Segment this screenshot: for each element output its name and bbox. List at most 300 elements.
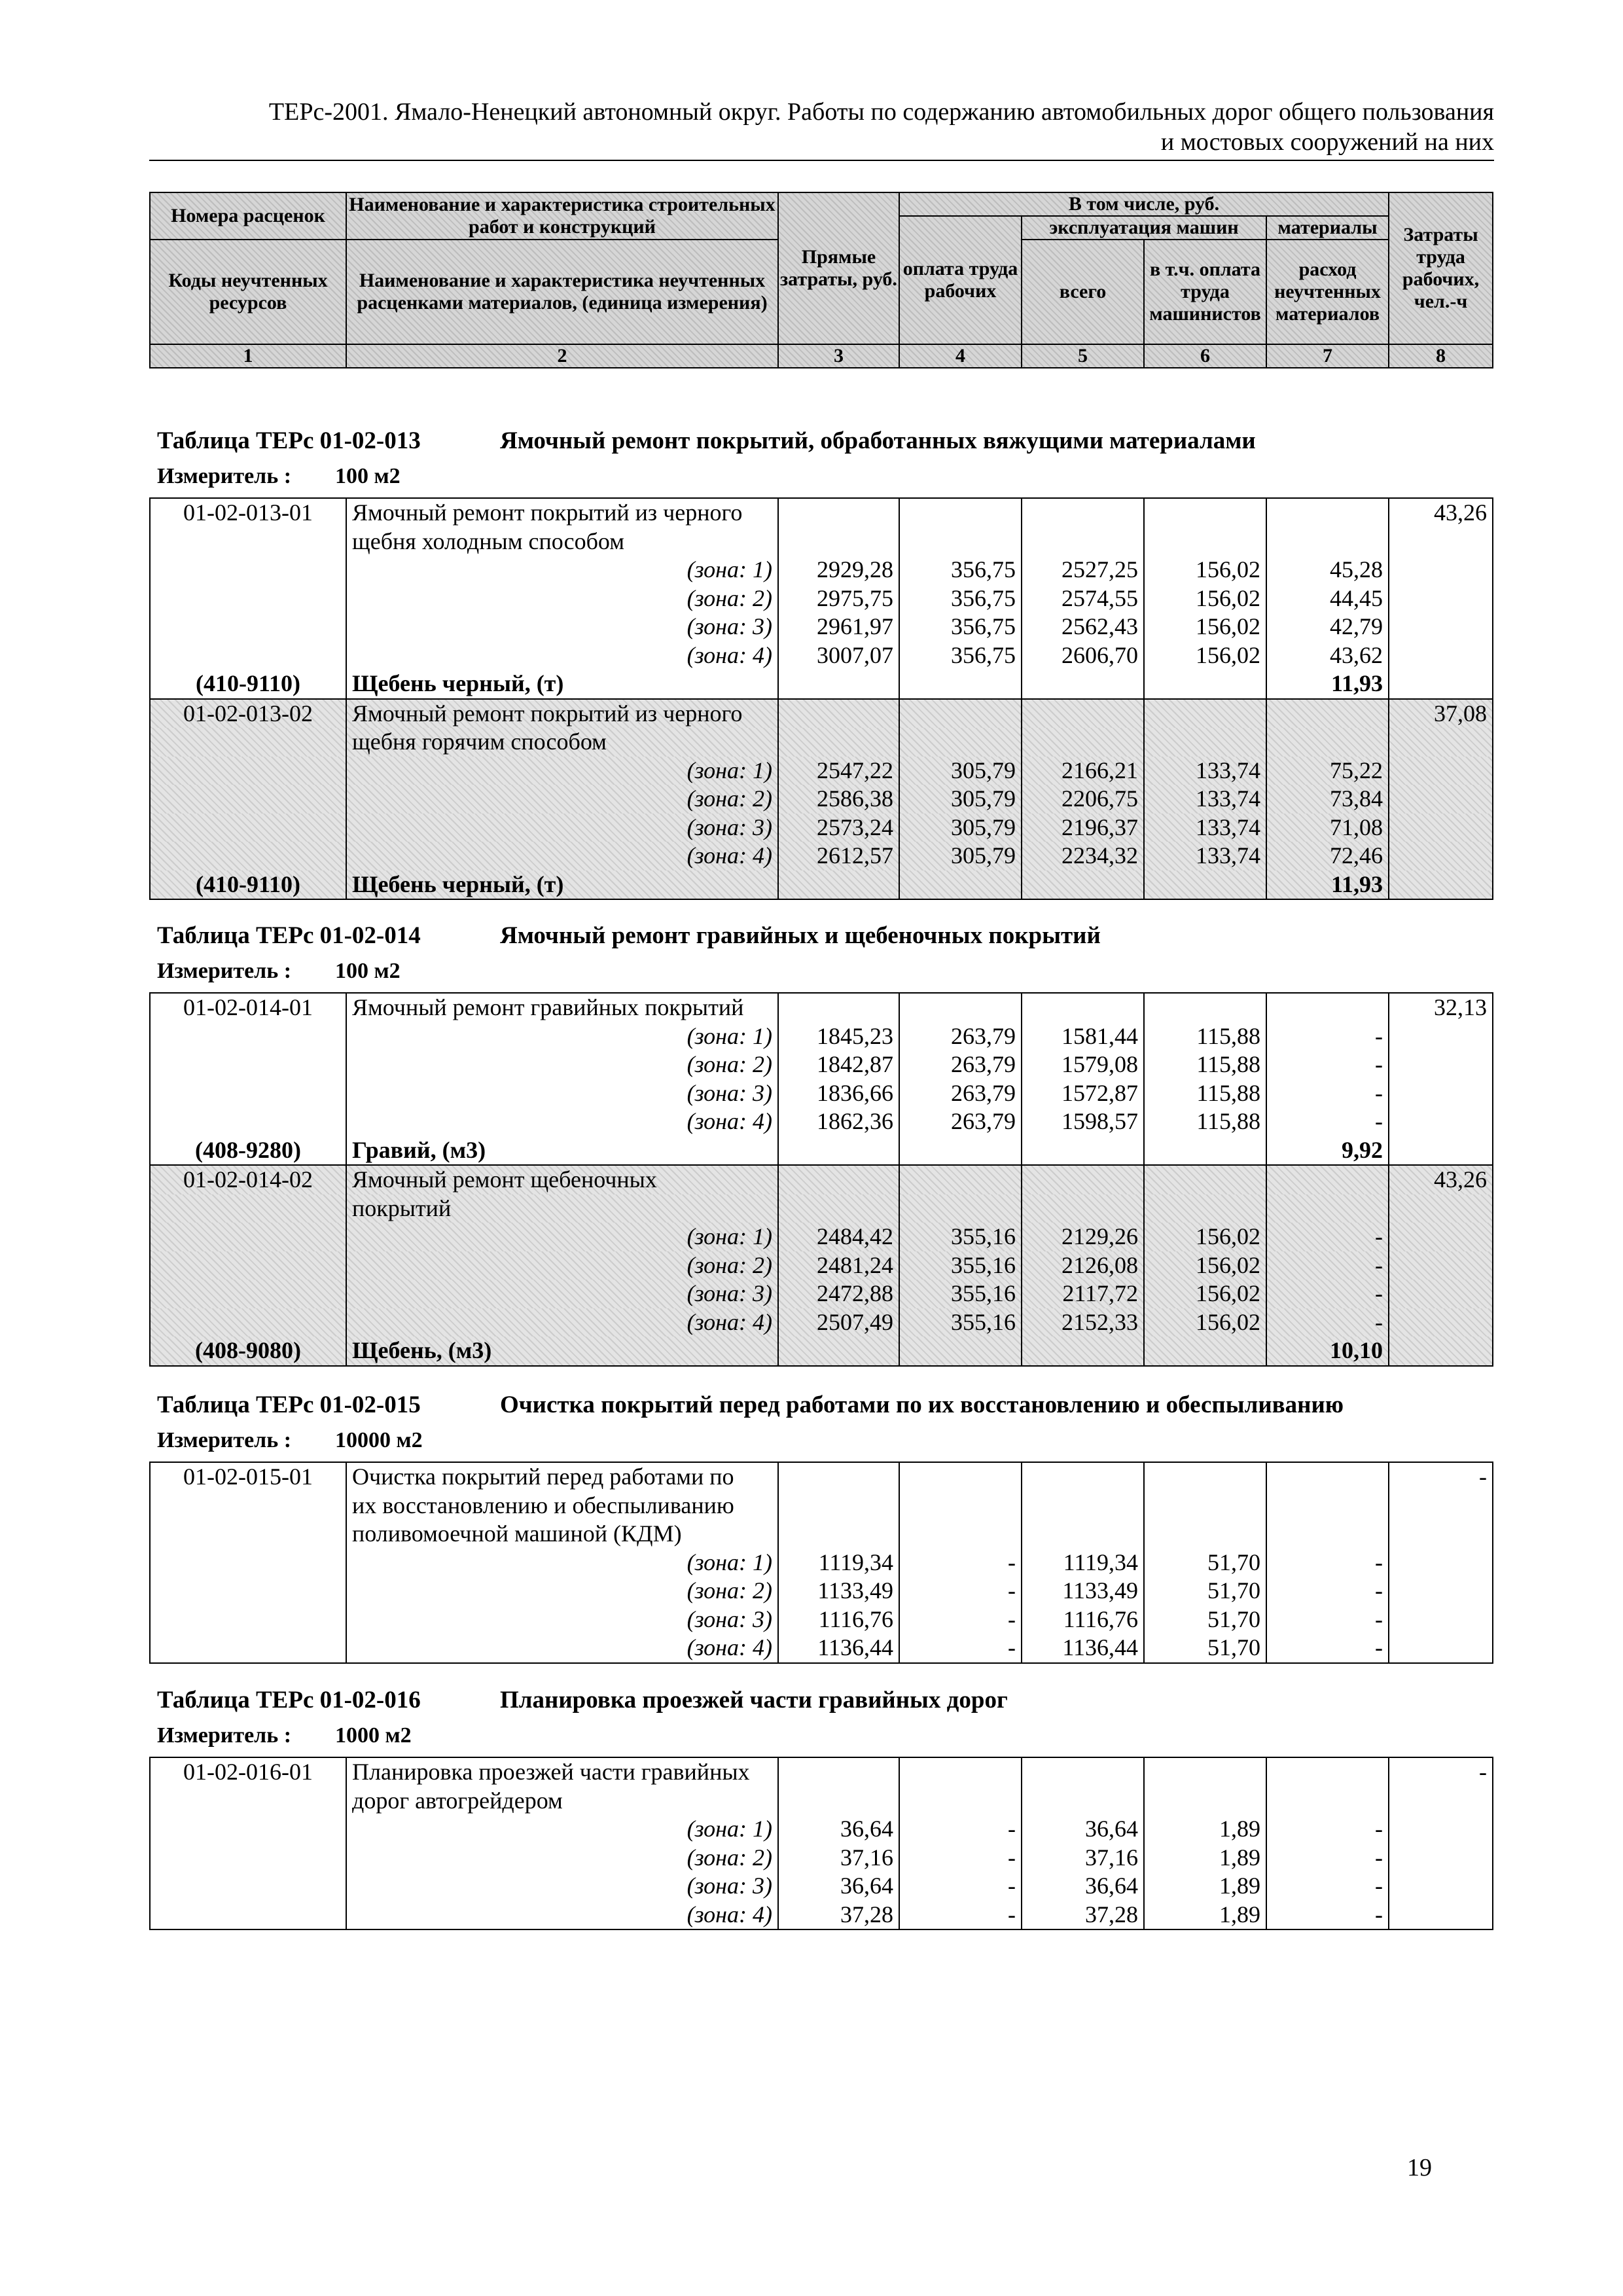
worker-pay-cell: 355,16 <box>899 1308 1022 1337</box>
worker-pay-cell: - <box>899 1901 1022 1930</box>
machine-total-cell <box>1022 699 1144 728</box>
worker-pay-cell: - <box>899 1549 1022 1577</box>
worker-pay-cell: 263,79 <box>899 1050 1022 1079</box>
description-cell: (зона: 4) <box>346 842 778 870</box>
code-cell <box>150 1194 346 1223</box>
machinist-pay-cell: 133,74 <box>1144 785 1266 814</box>
table-row <box>150 1251 1493 1280</box>
table-title: Ямочный ремонт покрытий, обработанных вяжущими материалами <box>500 427 1256 454</box>
table-row <box>150 1050 1493 1079</box>
code-cell <box>150 1050 346 1079</box>
description-cell: (зона: 4) <box>346 1107 778 1136</box>
labor-cell <box>1389 556 1493 584</box>
description-cell: (зона: 3) <box>346 1280 778 1308</box>
machinist-pay-cell: 51,70 <box>1144 1605 1266 1634</box>
table-row <box>150 613 1493 641</box>
description-cell: Щебень черный, (т) <box>346 670 778 699</box>
description-cell: Ямочный ремонт гравийных покрытий <box>346 993 778 1022</box>
labor-cell <box>1389 814 1493 842</box>
labor-cell <box>1389 1308 1493 1337</box>
table-row <box>150 1757 1493 1787</box>
worker-pay-cell <box>899 699 1022 728</box>
machinist-pay-cell: 133,74 <box>1144 814 1266 842</box>
direct-cost-cell <box>778 1165 899 1194</box>
direct-cost-cell: 1119,34 <box>778 1549 899 1577</box>
code-cell <box>150 1577 346 1605</box>
material-cell: 10,10 <box>1266 1336 1389 1366</box>
worker-pay-cell: 356,75 <box>899 584 1022 613</box>
col2-bottom-header: Наименование и характеристика неучтенных расценками материалов, (единица измерения) <box>346 240 778 344</box>
code-cell <box>150 584 346 613</box>
code-cell <box>150 1787 346 1816</box>
machinist-pay-cell: 1,89 <box>1144 1844 1266 1873</box>
code-cell: 01-02-013-01 <box>150 498 346 528</box>
material-cell: - <box>1266 1844 1389 1873</box>
included-header: В том числе, руб. <box>899 192 1389 216</box>
material-cell <box>1266 1165 1389 1194</box>
material-cell: - <box>1266 1223 1389 1251</box>
measure-line <box>157 463 401 490</box>
worker-pay-cell: 355,16 <box>899 1223 1022 1251</box>
material-cell <box>1266 699 1389 728</box>
code-cell <box>150 528 346 556</box>
worker-pay-cell: 305,79 <box>899 814 1022 842</box>
code-cell: (410-9110) <box>150 870 346 900</box>
measure-value: 100 м2 <box>335 464 401 488</box>
code-cell <box>150 1549 346 1577</box>
material-cell: 9,92 <box>1266 1136 1389 1166</box>
machinist-pay-cell: 133,74 <box>1144 842 1266 870</box>
machinist-pay-cell: 156,02 <box>1144 556 1266 584</box>
col-number: 8 <box>1389 344 1493 368</box>
measure-label: Измеритель : <box>157 464 292 488</box>
table-row <box>150 1280 1493 1308</box>
code-cell <box>150 1107 346 1136</box>
machine-total-cell: 37,28 <box>1022 1901 1144 1930</box>
labor-cell <box>1389 1815 1493 1844</box>
direct-cost-cell: 36,64 <box>778 1815 899 1844</box>
machine-total-cell: 2126,08 <box>1022 1251 1144 1280</box>
direct-cost-cell: 37,28 <box>778 1901 899 1930</box>
labor-cell <box>1389 1223 1493 1251</box>
machine-total-cell: 1579,08 <box>1022 1050 1144 1079</box>
labor-cell <box>1389 870 1493 900</box>
machinist-pay-cell <box>1144 498 1266 528</box>
labor-cell <box>1389 1022 1493 1051</box>
table-row <box>150 842 1493 870</box>
machine-total-cell <box>1022 1165 1144 1194</box>
labor-cell: - <box>1389 1757 1493 1787</box>
worker-pay-cell <box>899 1787 1022 1816</box>
worker-pay-cell: 263,79 <box>899 1079 1022 1108</box>
labor-cell <box>1389 1280 1493 1308</box>
machine-total-cell: 2129,26 <box>1022 1223 1144 1251</box>
description-cell: (зона: 3) <box>346 1079 778 1108</box>
table-row <box>150 1577 1493 1605</box>
table-row <box>150 1022 1493 1051</box>
worker-pay-cell: 355,16 <box>899 1280 1022 1308</box>
description-cell: (зона: 3) <box>346 814 778 842</box>
price-table <box>149 1462 1493 1664</box>
machinist-pay-cell: 156,02 <box>1144 641 1266 670</box>
labor-cell <box>1389 670 1493 699</box>
material-cell: - <box>1266 1079 1389 1108</box>
code-cell <box>150 1022 346 1051</box>
col1-bottom-header: Коды неучтенных ресурсов <box>150 240 346 344</box>
labor-cell <box>1389 842 1493 870</box>
measure-value: 10000 м2 <box>335 1428 423 1452</box>
machine-total-cell <box>1022 670 1144 699</box>
worker-pay-cell: - <box>899 1634 1022 1663</box>
worker-pay-cell: 263,79 <box>899 1022 1022 1051</box>
machinist-pay-cell: 156,02 <box>1144 1280 1266 1308</box>
code-cell <box>150 1872 346 1901</box>
labor-cell <box>1389 728 1493 757</box>
machinist-pay-cell: 156,02 <box>1144 1223 1266 1251</box>
measure-value: 1000 м2 <box>335 1723 412 1748</box>
machine-total-cell: 1581,44 <box>1022 1022 1144 1051</box>
material-cell: 11,93 <box>1266 870 1389 900</box>
table-number: Таблица ТЕРс 01-02-014 <box>157 922 421 949</box>
direct-cost-cell <box>778 1492 899 1520</box>
table-row <box>150 1549 1493 1577</box>
worker-pay-cell: 305,79 <box>899 785 1022 814</box>
description-cell: (зона: 3) <box>346 1605 778 1634</box>
machinist-pay-cell: 1,89 <box>1144 1815 1266 1844</box>
code-cell: 01-02-014-01 <box>150 993 346 1022</box>
code-cell <box>150 842 346 870</box>
direct-cost-cell <box>778 1194 899 1223</box>
labor-cell <box>1389 1844 1493 1873</box>
direct-cost-cell: 2961,97 <box>778 613 899 641</box>
description-cell: Щебень черный, (т) <box>346 870 778 900</box>
table-row <box>150 641 1493 670</box>
machine-total-cell: 2234,32 <box>1022 842 1144 870</box>
direct-cost-cell <box>778 1757 899 1787</box>
header-line-1: ТЕРс-2001. Ямало-Ненецкий автономный округ. Работы по содержанию автомобильных дорог общего пользования <box>268 98 1494 126</box>
direct-cost-cell <box>778 728 899 757</box>
table-number: Таблица ТЕРс 01-02-016 <box>157 1687 421 1713</box>
material-cell: - <box>1266 1605 1389 1634</box>
table-row <box>150 1165 1493 1194</box>
labor-cell <box>1389 1549 1493 1577</box>
labor-cell: - <box>1389 1462 1493 1492</box>
table-number: Таблица ТЕРс 01-02-013 <box>157 427 421 454</box>
col-number: 5 <box>1022 344 1144 368</box>
direct-cost-cell: 2481,24 <box>778 1251 899 1280</box>
col1-top-header: Номера расценок <box>150 192 346 240</box>
labor-cell <box>1389 1872 1493 1901</box>
material-cell: - <box>1266 1815 1389 1844</box>
material-cell: - <box>1266 1549 1389 1577</box>
table-row <box>150 1136 1493 1166</box>
machinist-pay-cell: 115,88 <box>1144 1079 1266 1108</box>
material-cell: 73,84 <box>1266 785 1389 814</box>
direct-cost-cell <box>778 498 899 528</box>
direct-cost-cell <box>778 993 899 1022</box>
table-row <box>150 1462 1493 1492</box>
running-header <box>149 97 1494 157</box>
machine-total-cell <box>1022 1787 1144 1816</box>
measure-label: Измеритель : <box>157 1723 292 1748</box>
machinist-pay-cell <box>1144 528 1266 556</box>
labor-cell <box>1389 1634 1493 1663</box>
description-cell: Ямочный ремонт покрытий из черного <box>346 699 778 728</box>
worker-pay-cell: 356,75 <box>899 641 1022 670</box>
description-cell: щебня горячим способом <box>346 728 778 757</box>
code-cell <box>150 1901 346 1930</box>
labor-cell <box>1389 1901 1493 1930</box>
table-row <box>150 1107 1493 1136</box>
material-cell: - <box>1266 1251 1389 1280</box>
description-cell: Очистка покрытий перед работами по <box>346 1462 778 1492</box>
worker-pay-cell <box>899 1194 1022 1223</box>
materials-header: материалы <box>1266 216 1389 240</box>
machine-total-cell: 1136,44 <box>1022 1634 1144 1663</box>
col-number: 1 <box>150 344 346 368</box>
labor-cell <box>1389 1492 1493 1520</box>
worker-pay-cell <box>899 728 1022 757</box>
machinist-pay-cell <box>1144 870 1266 900</box>
description-cell: (зона: 1) <box>346 1815 778 1844</box>
labor-cell <box>1389 785 1493 814</box>
material-cell <box>1266 1194 1389 1223</box>
direct-cost-cell: 1842,87 <box>778 1050 899 1079</box>
description-cell: (зона: 4) <box>346 1308 778 1337</box>
material-cell <box>1266 1787 1389 1816</box>
worker-pay-cell <box>899 1336 1022 1366</box>
labor-cell <box>1389 1336 1493 1366</box>
table-row <box>150 1520 1493 1549</box>
direct-cost-cell: 36,64 <box>778 1872 899 1901</box>
material-cell: 45,28 <box>1266 556 1389 584</box>
direct-cost-cell <box>778 699 899 728</box>
description-cell: (зона: 2) <box>346 1251 778 1280</box>
material-cell: 72,46 <box>1266 842 1389 870</box>
machinist-pay-cell <box>1144 1787 1266 1816</box>
direct-cost-cell: 1836,66 <box>778 1079 899 1108</box>
description-cell: (зона: 2) <box>346 584 778 613</box>
direct-cost-cell <box>778 870 899 900</box>
machine-total-cell: 1572,87 <box>1022 1079 1144 1108</box>
worker-pay-cell: 263,79 <box>899 1107 1022 1136</box>
worker-pay-cell: - <box>899 1577 1022 1605</box>
description-cell: (зона: 2) <box>346 1577 778 1605</box>
machinist-pay-cell <box>1144 699 1266 728</box>
worker-pay-cell: 356,75 <box>899 613 1022 641</box>
material-cell: - <box>1266 1634 1389 1663</box>
direct-cost-cell: 2586,38 <box>778 785 899 814</box>
direct-cost-cell <box>778 528 899 556</box>
labor-cell <box>1389 1577 1493 1605</box>
machine-total-cell: 2562,43 <box>1022 613 1144 641</box>
direct-cost-cell: 2612,57 <box>778 842 899 870</box>
labor-cell <box>1389 528 1493 556</box>
machine-total-cell: 1119,34 <box>1022 1549 1144 1577</box>
page-number: 19 <box>1407 2154 1432 2181</box>
labor-cell <box>1389 1107 1493 1136</box>
machinist-pay-cell: 1,89 <box>1144 1901 1266 1930</box>
machinist-pay-cell <box>1144 1520 1266 1549</box>
table-row <box>150 1079 1493 1108</box>
code-cell <box>150 1308 346 1337</box>
worker-pay-cell: 355,16 <box>899 1251 1022 1280</box>
description-cell: (зона: 1) <box>346 556 778 584</box>
direct-cost-cell: 3007,07 <box>778 641 899 670</box>
code-cell <box>150 728 346 757</box>
labor-cell <box>1389 1050 1493 1079</box>
direct-cost-cell <box>778 1336 899 1366</box>
labor-cell <box>1389 1194 1493 1223</box>
measure-line <box>157 958 401 984</box>
machinist-pay-cell: 115,88 <box>1144 1050 1266 1079</box>
code-cell: (408-9080) <box>150 1336 346 1366</box>
labor-cell <box>1389 641 1493 670</box>
table-title: Очистка покрытий перед работами по их восстановлению и обеспыливанию <box>500 1391 1344 1418</box>
direct-cost-cell <box>778 1520 899 1549</box>
machinist-pay-cell <box>1144 1757 1266 1787</box>
description-cell: щебня холодным способом <box>346 528 778 556</box>
machine-total-cell: 2166,21 <box>1022 757 1144 785</box>
table-row <box>150 1787 1493 1816</box>
table-row <box>150 528 1493 556</box>
code-cell <box>150 1520 346 1549</box>
col2-top-header: Наименование и характеристика строительных работ и конструкций <box>346 192 778 240</box>
table-row <box>150 993 1493 1022</box>
labor-cell: 32,13 <box>1389 993 1493 1022</box>
material-cell: - <box>1266 1107 1389 1136</box>
description-cell: Планировка проезжей части гравийных <box>346 1757 778 1787</box>
labor-cell <box>1389 613 1493 641</box>
material-cell: - <box>1266 1308 1389 1337</box>
machine-total-cell: 36,64 <box>1022 1815 1144 1844</box>
machine-total-cell: 2606,70 <box>1022 641 1144 670</box>
col7-header: расход неучтенных материалов <box>1266 240 1389 344</box>
code-cell: 01-02-015-01 <box>150 1462 346 1492</box>
labor-cell <box>1389 1605 1493 1634</box>
material-cell: - <box>1266 1280 1389 1308</box>
labor-cell <box>1389 757 1493 785</box>
col-number: 4 <box>899 344 1022 368</box>
table-row <box>150 1308 1493 1337</box>
labor-cell: 37,08 <box>1389 699 1493 728</box>
machine-total-cell: 2117,72 <box>1022 1280 1144 1308</box>
material-cell: - <box>1266 1022 1389 1051</box>
material-cell: 42,79 <box>1266 613 1389 641</box>
description-cell: (зона: 3) <box>346 1872 778 1901</box>
machine-total-cell <box>1022 528 1144 556</box>
col6-header: в т.ч. оплата труда машинистов <box>1144 240 1266 344</box>
header-rule <box>149 160 1494 161</box>
worker-pay-cell <box>899 1165 1022 1194</box>
table-title: Планировка проезжей части гравийных дорог <box>500 1687 1008 1713</box>
code-cell <box>150 1492 346 1520</box>
worker-pay-cell <box>899 1462 1022 1492</box>
material-cell: - <box>1266 1050 1389 1079</box>
description-cell: их восстановлению и обеспыливанию <box>346 1492 778 1520</box>
col8-header: Затраты труда рабочих, чел.-ч <box>1389 192 1493 344</box>
table-row <box>150 498 1493 528</box>
code-cell <box>150 1844 346 1873</box>
direct-cost-cell: 1116,76 <box>778 1605 899 1634</box>
description-cell: покрытий <box>346 1194 778 1223</box>
direct-cost-cell <box>778 1787 899 1816</box>
table-row <box>150 1605 1493 1634</box>
code-cell <box>150 1634 346 1663</box>
machinist-pay-cell: 115,88 <box>1144 1107 1266 1136</box>
table-row <box>150 1901 1493 1930</box>
worker-pay-cell: 305,79 <box>899 842 1022 870</box>
worker-pay-cell: - <box>899 1605 1022 1634</box>
worker-pay-cell <box>899 498 1022 528</box>
code-cell <box>150 556 346 584</box>
machinist-pay-cell <box>1144 993 1266 1022</box>
worker-pay-cell <box>899 1757 1022 1787</box>
worker-pay-cell <box>899 1136 1022 1166</box>
labor-cell: 43,26 <box>1389 1165 1493 1194</box>
machine-total-cell <box>1022 993 1144 1022</box>
column-header-table <box>149 192 1493 368</box>
machinist-pay-cell: 156,02 <box>1144 1308 1266 1337</box>
col3-header: Прямые затраты, руб. <box>778 192 899 344</box>
description-cell: (зона: 4) <box>346 1901 778 1930</box>
machine-total-cell: 2527,25 <box>1022 556 1144 584</box>
col-number: 7 <box>1266 344 1389 368</box>
description-cell: Ямочный ремонт покрытий из черного <box>346 498 778 528</box>
worker-pay-cell <box>899 670 1022 699</box>
code-cell <box>150 1251 346 1280</box>
worker-pay-cell: 305,79 <box>899 757 1022 785</box>
material-cell: - <box>1266 1577 1389 1605</box>
direct-cost-cell <box>778 1136 899 1166</box>
labor-cell <box>1389 584 1493 613</box>
description-cell: (зона: 4) <box>346 641 778 670</box>
machine-total-cell: 36,64 <box>1022 1872 1144 1901</box>
material-cell: 43,62 <box>1266 641 1389 670</box>
direct-cost-cell: 1136,44 <box>778 1634 899 1663</box>
machine-total-cell <box>1022 498 1144 528</box>
code-cell <box>150 613 346 641</box>
table-row <box>150 1336 1493 1366</box>
direct-cost-cell: 2975,75 <box>778 584 899 613</box>
measure-label: Измеритель : <box>157 1428 292 1452</box>
table-row <box>150 1872 1493 1901</box>
table-row <box>150 1634 1493 1663</box>
description-cell: Щебень, (м3) <box>346 1336 778 1366</box>
col-number: 6 <box>1144 344 1266 368</box>
machinist-pay-cell: 156,02 <box>1144 584 1266 613</box>
material-cell: 11,93 <box>1266 670 1389 699</box>
machine-total-cell <box>1022 1194 1144 1223</box>
code-cell <box>150 1079 346 1108</box>
worker-pay-cell <box>899 528 1022 556</box>
price-table <box>149 497 1493 900</box>
material-cell <box>1266 528 1389 556</box>
code-cell: (408-9280) <box>150 1136 346 1166</box>
worker-pay-cell: - <box>899 1815 1022 1844</box>
machinist-pay-cell <box>1144 670 1266 699</box>
description-cell: (зона: 1) <box>346 1223 778 1251</box>
description-cell: (зона: 2) <box>346 785 778 814</box>
description-cell: Ямочный ремонт щебеночных <box>346 1165 778 1194</box>
measure-value: 100 м2 <box>335 959 401 983</box>
worker-pay-cell: - <box>899 1844 1022 1873</box>
machine-total-cell: 2152,33 <box>1022 1308 1144 1337</box>
direct-cost-cell <box>778 1462 899 1492</box>
code-cell <box>150 641 346 670</box>
machinist-pay-cell <box>1144 1462 1266 1492</box>
machinist-pay-cell: 133,74 <box>1144 757 1266 785</box>
